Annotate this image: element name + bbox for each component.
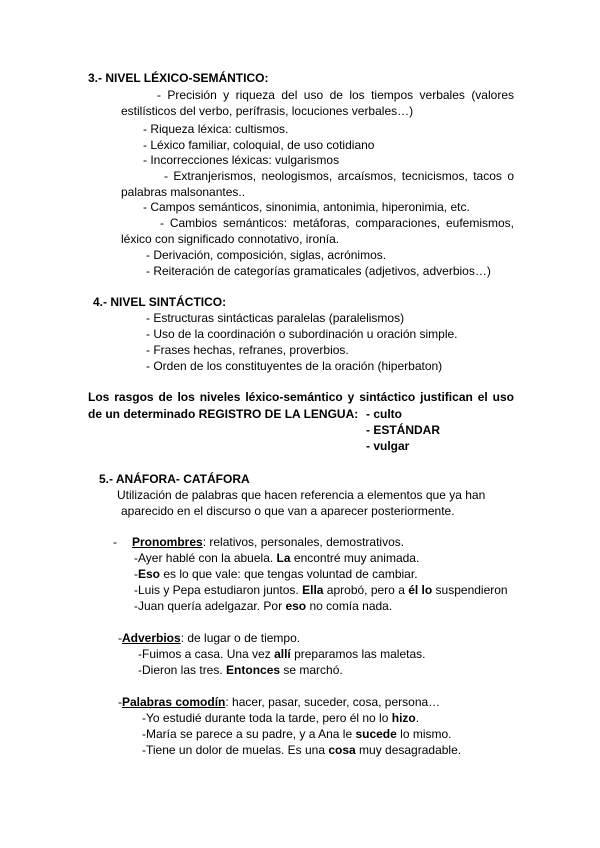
pronombres-line xyxy=(132,534,404,550)
comodin-example-1: -Yo estudié durante toda la tarde, pero él no lo hizo. xyxy=(142,711,420,725)
section4-item-2: - Uso de la coordinación o subordinación u oración simple. xyxy=(146,327,458,341)
section5-heading: 5.- ANÁFORA- CATÁFORA xyxy=(99,472,250,486)
section5-intro-1: Utilización de palabras que hacen referencia a elementos que ya han xyxy=(117,488,486,502)
comodin-term: Palabras comodín xyxy=(122,695,226,709)
section3-item-3: - Léxico familiar, coloquial, de uso cotidiano xyxy=(143,138,375,152)
section4-item-3: - Frases hechas, refranes, proverbios. xyxy=(146,343,349,357)
registro-estandar: - ESTÁNDAR xyxy=(366,423,440,437)
comodin-example-3: -Tiene un dolor de muelas. Es una cosa muy desagradable. xyxy=(142,743,462,757)
section3-item-9: - Reiteración de categorías gramaticales (adjetivos, adverbios…) xyxy=(146,264,491,278)
comodin-dash: - xyxy=(118,695,122,709)
pronombres-example-2: -Eso es lo que vale: que tengas voluntad de cambiar. xyxy=(134,567,418,581)
section3-item-1: - Precisión y riqueza del uso de los tiempos verbales (valores xyxy=(157,88,514,102)
comodin-line xyxy=(118,694,440,710)
pronombres-desc: : relativos, personales, demostrativos. xyxy=(202,535,405,549)
section3-item-1-cont: estilísticos del verbo, perífrasis, locuciones verbales…) xyxy=(121,104,414,118)
pronombres-term: Pronombres xyxy=(132,535,203,549)
registro-culto: - culto xyxy=(366,407,402,421)
rasgos-line-1: Los rasgos de los niveles léxico-semántico y sintáctico justifican el uso xyxy=(88,390,514,404)
section3-item-5-cont: palabras malsonantes.. xyxy=(121,185,246,199)
comodin-desc: : hacer, pasar, suceder, cosa, persona… xyxy=(225,695,441,709)
section3-item-5: - Extranjerismos, neologismos, arcaísmos, tecnicismos, tacos o xyxy=(164,169,514,183)
section3-item-2: - Riqueza léxica: cultismos. xyxy=(143,122,289,136)
comodin-example-2: -María se parece a su padre, y a Ana le sucede lo mismo. xyxy=(142,727,452,741)
section4-item-4: - Orden de los constituyentes de la oración (hiperbaton) xyxy=(146,359,443,373)
pronombres-dash: - xyxy=(113,535,117,549)
pronombres-example-4: -Juan quería adelgazar. Por eso no comía nada. xyxy=(134,599,393,613)
section4-item-1: - Estructuras sintácticas paralelas (paralelismos) xyxy=(146,311,405,325)
adverbios-term: Adverbios xyxy=(122,631,181,645)
section3-item-7: - Cambios semánticos: metáforas, comparaciones, eufemismos, xyxy=(160,216,514,230)
section3-item-8: - Derivación, composición, siglas, acrónimos. xyxy=(146,248,387,262)
adverbios-dash: - xyxy=(118,631,122,645)
adverbios-line xyxy=(118,630,300,646)
section3-item-4: - Incorrecciones léxicas: vulgarismos xyxy=(143,153,340,167)
rasgos-line-2: de un determinado REGISTRO DE LA LENGUA: xyxy=(88,407,359,421)
pronombres-example-3: -Luis y Pepa estudiaron juntos. Ella aprobó, pero a él lo suspendieron xyxy=(134,583,508,597)
section5-intro-2: aparecido en el discurso o que van a aparecer posteriormente. xyxy=(121,504,455,518)
section4-heading: 4.- NIVEL SINTÁCTICO: xyxy=(93,295,227,309)
adverbios-example-1: -Fuimos a casa. Una vez allí preparamos las maletas. xyxy=(138,647,426,661)
section3-heading: 3.- NIVEL LÉXICO-SEMÁNTICO: xyxy=(88,71,269,85)
section3-item-7-cont: léxico con significado connotativo, ironía. xyxy=(121,232,340,246)
section3-item-6: - Campos semánticos, sinonimia, antonimia, hiperonimia, etc. xyxy=(143,200,470,214)
adverbios-example-2: -Dieron las tres. Entonces se marchó. xyxy=(138,663,343,677)
adverbios-desc: : de lugar o de tiempo. xyxy=(180,631,301,645)
pronombres-example-1: -Ayer hablé con la abuela. La encontré muy animada. xyxy=(134,551,420,565)
registro-vulgar: - vulgar xyxy=(366,439,410,453)
